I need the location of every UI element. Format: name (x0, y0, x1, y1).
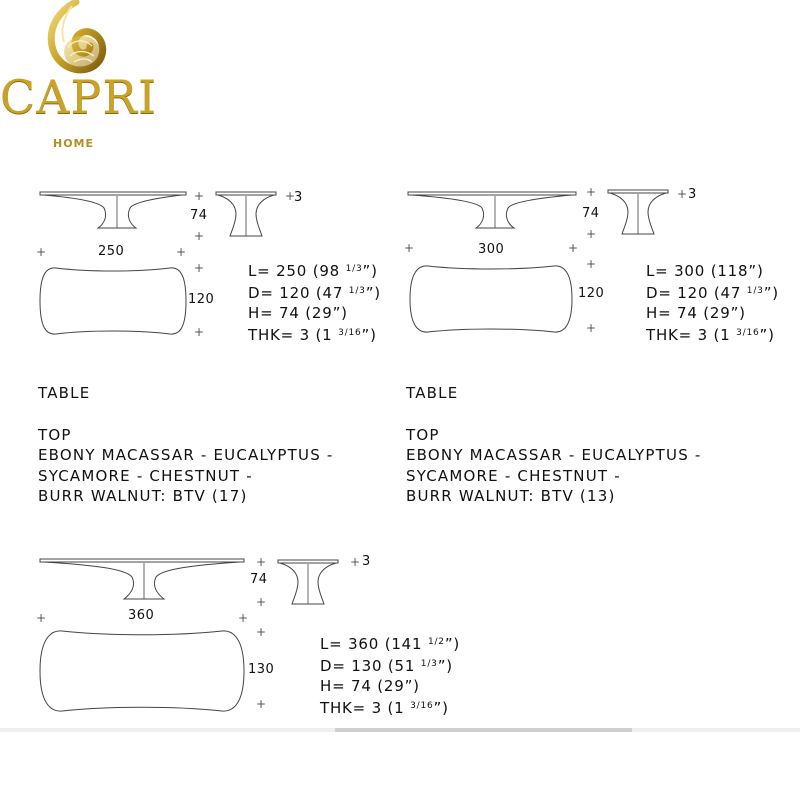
dimension-marker: + (404, 241, 415, 255)
length-dimension: 250 (98, 244, 125, 259)
spec-depth: D= 130 (51 $^{1/3}$”) (320, 657, 453, 675)
spec-block (320, 632, 460, 718)
description-line: BURR WALNUT: BTV (17) (38, 487, 248, 505)
nautilus-logo-icon (42, 0, 112, 80)
dimension-marker: + (568, 241, 579, 255)
table-side-view (38, 555, 246, 607)
table-top-view (38, 265, 188, 337)
spec-thickness: THK= 3 (1 $^{3/16}$”) (320, 699, 449, 717)
dimension-marker: + (586, 185, 597, 199)
dimension-marker: + (194, 229, 205, 243)
dimension-marker: + (586, 257, 597, 271)
dimension-marker: + (194, 189, 205, 203)
dimension-marker: + (586, 227, 597, 241)
dimension-marker: + (677, 187, 688, 201)
dimension-marker: + (350, 555, 361, 569)
thickness-dimension: 3 (362, 554, 371, 569)
table-side-view (38, 188, 188, 238)
table-side-view (406, 188, 578, 238)
spec-block (248, 259, 381, 345)
description-category: TABLE (38, 384, 91, 402)
description-line: SYCAMORE - CHESTNUT - (38, 466, 253, 485)
table-end-view (276, 558, 346, 608)
table-top-view (38, 628, 246, 714)
depth-dimension: 130 (248, 662, 275, 677)
description-line: BURR WALNUT: BTV (13) (406, 487, 616, 505)
spec-block (646, 261, 779, 345)
description-block (38, 383, 334, 507)
spec-height: H= 74 (29”) (320, 677, 420, 695)
spec-height: H= 74 (29”) (646, 304, 746, 322)
dimension-marker: + (256, 697, 267, 711)
table-top-view (408, 263, 574, 335)
description-section: TOP (406, 425, 440, 444)
dimension-marker: + (256, 595, 267, 609)
dimension-marker: + (36, 611, 47, 625)
spec-thickness: THK= 3 (1 $^{3/16}$”) (646, 326, 775, 344)
spec-depth: D= 120 (47 $^{1/3}$”) (646, 284, 779, 302)
description-section: TOP (38, 425, 72, 444)
table-end-view (606, 188, 676, 238)
description-category: TABLE (406, 384, 459, 402)
depth-dimension: 120 (188, 292, 215, 307)
dimension-marker: + (36, 245, 47, 259)
table-end-view (214, 190, 284, 240)
height-dimension: 74 (190, 208, 208, 223)
brand-name: CAPRI (0, 70, 158, 124)
depth-dimension: 120 (578, 286, 605, 301)
spec-length: L= 250 (98 $^{1/3}$”) (248, 262, 378, 280)
height-dimension: 74 (250, 572, 268, 587)
description-line: EBONY MACASSAR - EUCALYPTUS - (38, 446, 334, 464)
dimension-marker: + (256, 625, 267, 639)
description-line: SYCAMORE - CHESTNUT - (406, 466, 621, 485)
spec-length: L= 360 (141 $^{1/2}$”) (320, 635, 461, 653)
dimension-marker: + (194, 261, 205, 275)
dimension-marker: + (285, 189, 296, 203)
dimension-marker: + (256, 555, 267, 569)
length-dimension: 360 (128, 608, 155, 623)
height-dimension: 74 (582, 206, 600, 221)
spec-length: L= 300 (118”) (646, 262, 764, 280)
spec-thickness: THK= 3 (1 $^{3/16}$”) (248, 326, 377, 344)
spec-depth: D= 120 (47 $^{1/3}$”) (248, 284, 381, 302)
description-line: EBONY MACASSAR - EUCALYPTUS - (406, 446, 702, 464)
spec-height: H= 74 (29”) (248, 304, 348, 322)
thickness-dimension: 3 (294, 190, 303, 205)
dimension-marker: + (238, 611, 249, 625)
length-dimension: 300 (478, 242, 505, 257)
description-block (406, 383, 702, 507)
dimension-marker: + (586, 321, 597, 335)
thickness-dimension: 3 (688, 187, 697, 202)
dimension-marker: + (176, 245, 187, 259)
dimension-marker: + (194, 325, 205, 339)
horizontal-scrollbar-thumb[interactable] (335, 728, 632, 732)
brand-subtitle: HOME (53, 137, 95, 150)
